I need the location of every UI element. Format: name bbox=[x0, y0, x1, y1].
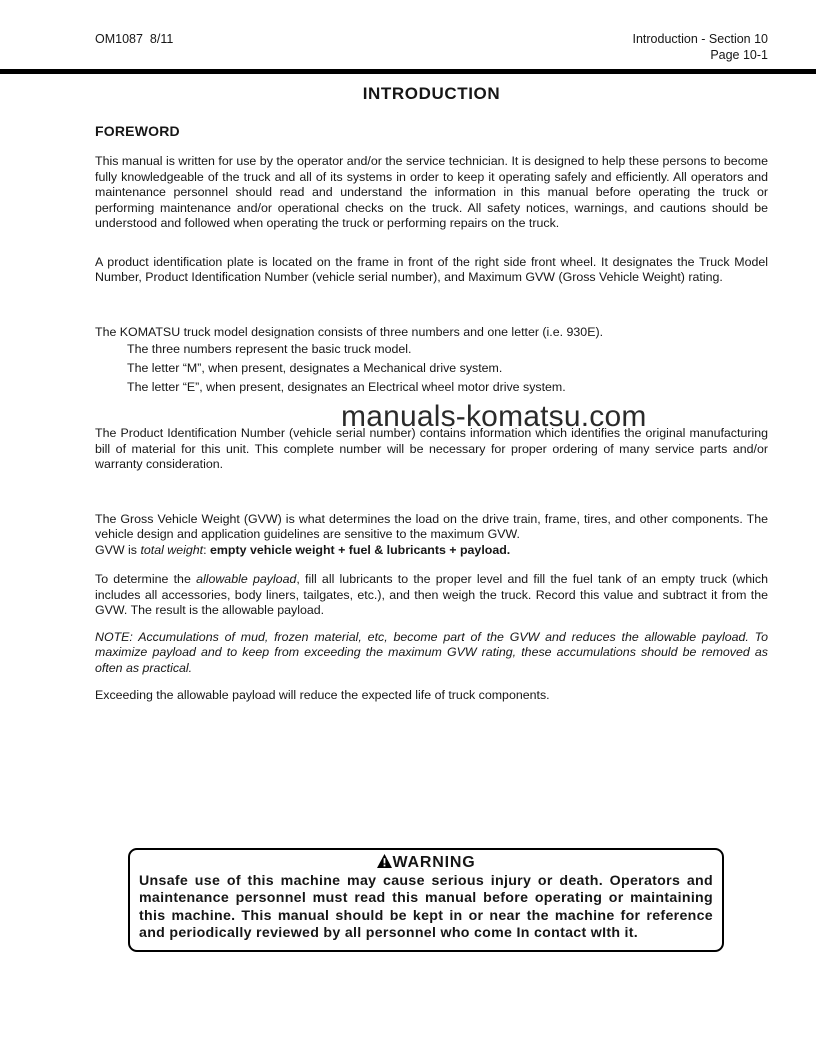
warning-body: Unsafe use of this machine may cause serious injury or death. Operators and maintenance personnel must read this manual before operating or maintaining this machine. This manual should be kept in or near the machine for reference and periodically reviewed by all personnel who come In contact wIth it. bbox=[139, 873, 713, 942]
paragraph-exceeding: Exceeding the allowable payload will reduce the expected life of truck components. bbox=[95, 688, 550, 702]
page-title: INTRODUCTION bbox=[362, 84, 501, 103]
payload-prefix: To determine the bbox=[95, 572, 197, 586]
doc-number: OM1087 8/11 bbox=[95, 32, 174, 46]
warning-label: WARNING bbox=[392, 854, 476, 871]
watermark: manuals-komatsu.com bbox=[341, 400, 647, 433]
paragraph-gvw: The Gross Vehicle Weight (GVW) is what determines the load on the drive train, frame, tires, and other components. The vehicle design and application guidelines are sensitive to the maximum GVW. bbox=[95, 511, 768, 541]
warning-triangle-icon bbox=[377, 854, 392, 873]
gvw-definition-line bbox=[95, 543, 768, 559]
foreword-heading: FOREWORD bbox=[95, 123, 180, 139]
gvw-separator: : bbox=[203, 542, 211, 557]
section-label: Introduction - Section 10 bbox=[632, 32, 768, 46]
header-right bbox=[633, 31, 769, 63]
payload-term: allowable payload bbox=[196, 572, 297, 586]
model-designation-block bbox=[95, 325, 768, 398]
model-designation-item: The three numbers represent the basic truck model. bbox=[127, 342, 412, 356]
payload-rest: , fill all lubricants to the proper level and fill the fuel tank of an empty truck (which includes all accessories, body liners, tailgates, etc.), and then weigh the truck. Record this value and subtract it from the GVW. The result is the allowable payload. bbox=[95, 572, 768, 617]
paragraph-id-plate: A product identification plate is located on the frame in front of the right side front wheel. It designates the Truck Model Number, Product Identification Number (vehicle serial number), and Maximum GVW (Gross Vehicle Weight) rating. bbox=[95, 254, 768, 284]
warning-box bbox=[128, 848, 724, 952]
gvw-block bbox=[95, 512, 768, 559]
warning-title bbox=[139, 853, 713, 873]
paragraph-product-id-number: The Product Identification Number (vehicle serial number) contains information which identifies the original manufacturing bill of material for this unit. This complete number will be necessary for proper ordering of many service parts and/or warranty consideration. bbox=[95, 426, 768, 471]
header-divider-rule bbox=[0, 69, 816, 74]
model-designation-intro: The KOMATSU truck model designation consists of three numbers and one letter (i.e. 930E). bbox=[95, 324, 604, 339]
paragraph-allowable-payload bbox=[95, 572, 768, 619]
page-header bbox=[0, 0, 816, 63]
model-designation-item: The letter “E”, when present, designates an Electrical wheel motor drive system. bbox=[127, 380, 566, 394]
model-designation-item: The letter “M”, when present, designates a Mechanical drive system. bbox=[127, 361, 503, 375]
gvw-total-weight: total weight bbox=[140, 542, 204, 557]
page-number: Page 10-1 bbox=[710, 48, 768, 62]
gvw-prefix: GVW is bbox=[95, 542, 141, 557]
content-column bbox=[95, 123, 768, 704]
gvw-formula: empty vehicle weight + fuel & lubricants + payload. bbox=[210, 542, 511, 557]
paragraph-manual-usage: This manual is written for use by the operator and/or the service technician. It is designed to help these persons to become fully knowledgeable of the truck and all of its systems in order to keep it operating safely and efficiently. All operators and maintenance personnel should read and understand the information in this manual before operating the truck or performing maintenance and/or operational checks on the truck. All safety notices, warnings, and cautions should be understood and followed when operating the truck or performing repairs on the truck. bbox=[95, 154, 768, 230]
paragraph-note: NOTE: Accumulations of mud, frozen material, etc, become part of the GVW and reduces the allowable payload. To maximize payload and to keep from exceeding the maximum GVW rating, these accumulations should be removed as often as practical. bbox=[95, 629, 768, 675]
